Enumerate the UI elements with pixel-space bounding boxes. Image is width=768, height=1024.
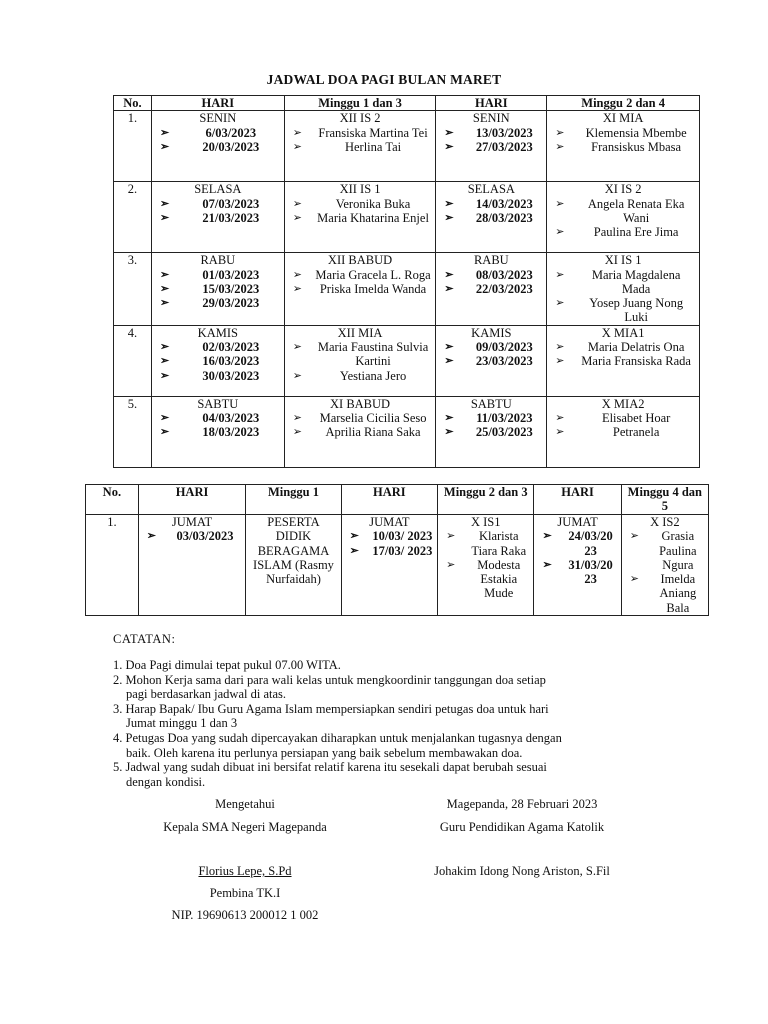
class-label: XI IS 1: [604, 253, 642, 268]
row-number: 5.: [114, 396, 152, 467]
assignee-cell: [284, 253, 436, 325]
arrow-bullet-icon: ➢: [292, 282, 302, 295]
day-label: SENIN: [199, 111, 237, 126]
arrow-bullet-icon: ➢: [555, 412, 565, 425]
arrow-bullet-icon: ➢: [446, 558, 456, 571]
day-cell: [341, 515, 437, 616]
signature-left-nip: NIP. 19690613 200012 1 002: [171, 908, 319, 922]
week1-assignee: PESERTA DIDIK BERAGAMA ISLAM (Rasmy Nurfaidah): [246, 515, 341, 616]
arrow-bullet-icon: ➢: [555, 341, 565, 354]
header-hari: HARI: [534, 485, 621, 515]
name-item: ➢ Veronika Buka: [292, 196, 411, 211]
note-item: [113, 673, 673, 702]
day-cell: [151, 253, 284, 325]
arrow-bullet-icon: ➢: [159, 341, 170, 354]
arrow-bullet-icon: ➢: [444, 341, 454, 354]
header-minggu-2-4: Minggu 2 dan 4: [547, 96, 700, 111]
arrow-bullet-icon: ➢: [629, 573, 639, 586]
arrow-bullet-icon: ➢: [292, 140, 302, 153]
schedule-table-1: [113, 95, 700, 468]
arrow-bullet-icon: ➢: [146, 530, 156, 543]
class-label: XI MIA: [602, 111, 644, 126]
assignee-cell: [284, 325, 436, 396]
name-item: ➢ Angela Renata Eka Wani: [555, 196, 685, 225]
name-item: ➢ Elisabet Hoar: [555, 411, 671, 426]
day-cell: [436, 396, 547, 467]
date-item: ➢ 30/03/2023: [159, 368, 260, 383]
note-line: 2. Mohon Kerja sama dari para wali kelas untuk mengkoordinir tanggungan doa setiap: [113, 672, 546, 687]
day-label: SABTU: [197, 396, 239, 411]
date-item: ➢ 15/03/2023: [159, 281, 260, 296]
assignee-cell: [284, 111, 436, 182]
day-label: KAMIS: [197, 325, 238, 340]
arrow-bullet-icon: ➢: [444, 211, 454, 224]
table-header-row: [114, 96, 700, 111]
signature-right-place-date: Magepanda, 28 Februari 2023: [446, 797, 598, 811]
assignee-cell: [547, 253, 700, 325]
table-row: [114, 182, 700, 253]
arrow-bullet-icon: ➢: [444, 282, 454, 295]
day-label: SENIN: [472, 111, 510, 126]
arrow-bullet-icon: ➢: [159, 426, 170, 439]
name-item: ➢ Marselia Cicilia Seso: [292, 411, 427, 426]
name-item: ➢ Paulina Ere Jima: [555, 225, 679, 240]
date-item: ➢ 31/03/20 23: [542, 557, 613, 587]
name-item: ➢ Modesta Estakia Mude: [446, 557, 521, 601]
note-line: 1. Doa Pagi dimulai tepat pukul 07.00 WITA.: [113, 658, 341, 672]
name-item: ➢ Aprilia Riana Saka: [292, 425, 421, 440]
name-item: ➢ Yosep Juang Nong Luki: [555, 296, 684, 325]
header-hari: HARI: [436, 96, 547, 111]
date-item: ➢ 09/03/2023: [444, 340, 533, 355]
date-item: ➢ 16/03/2023: [159, 354, 260, 369]
day-label: JUMAT: [369, 515, 410, 529]
notes-section: [113, 632, 673, 789]
arrow-bullet-icon: ➢: [629, 530, 639, 543]
arrow-bullet-icon: ➢: [292, 211, 302, 224]
date-item: ➢ 25/03/2023: [444, 425, 533, 440]
note-continuation: pagi berdasarkan jadwal di atas.: [126, 687, 287, 702]
arrow-bullet-icon: ➢: [555, 426, 565, 439]
date-item: ➢ 21/03/2023: [159, 210, 260, 225]
arrow-bullet-icon: ➢: [555, 297, 565, 310]
arrow-bullet-icon: ➢: [542, 558, 552, 571]
schedule-table-2: [85, 484, 709, 616]
arrow-bullet-icon: ➢: [159, 268, 170, 281]
class-label: XII BABUD: [327, 253, 393, 268]
class-label: XII IS 1: [339, 182, 381, 197]
header-minggu-1-3: Minggu 1 dan 3: [284, 96, 436, 111]
date-item: ➢ 28/03/2023: [444, 210, 533, 225]
note-line: 5. Jadwal yang sudah dibuat ini bersifat relatif karena itu sesekali dapat berubah sesuai: [113, 760, 547, 775]
day-label: SELASA: [194, 182, 242, 197]
header-minggu-4-5: Minggu 4 dan 5: [621, 485, 708, 515]
arrow-bullet-icon: ➢: [159, 126, 170, 139]
note-item: [113, 658, 673, 673]
date-item: ➢ 08/03/2023: [444, 267, 533, 282]
arrow-bullet-icon: ➢: [446, 530, 456, 543]
table-row: [114, 111, 700, 182]
name-item: ➢ Fransiska Martina Tei: [292, 125, 428, 140]
note-line: 4. Petugas Doa yang sudah dipercayakan diharapkan untuk menjalankan tugasnya dengan: [113, 730, 562, 745]
class-label: XI IS 2: [604, 182, 642, 197]
signature-right-role: Guru Pendidikan Agama Katolik: [439, 820, 605, 834]
signature-left-rank: Pembina TK.I: [209, 886, 281, 900]
notes-heading: CATATAN:: [113, 632, 176, 646]
date-item: ➢ 22/03/2023: [444, 281, 533, 296]
day-cell: [436, 182, 547, 253]
arrow-bullet-icon: ➢: [555, 140, 565, 153]
assignee-cell: [284, 182, 436, 253]
arrow-bullet-icon: ➢: [444, 126, 454, 139]
arrow-bullet-icon: ➢: [555, 197, 565, 210]
class-label: XI BABUD: [330, 396, 391, 411]
document-title: JADWAL DOA PAGI BULAN MARET: [266, 72, 502, 87]
arrow-bullet-icon: ➢: [159, 211, 170, 224]
row-number: 2.: [114, 182, 152, 253]
note-continuation: Jumat minggu 1 dan 3: [126, 716, 238, 731]
arrow-bullet-icon: ➢: [159, 297, 170, 310]
header-no: No.: [114, 96, 152, 111]
arrow-bullet-icon: ➢: [555, 226, 565, 239]
date-item: ➢ 02/03/2023: [159, 340, 260, 355]
day-label: JUMAT: [557, 515, 598, 529]
arrow-bullet-icon: ➢: [292, 412, 302, 425]
name-item: ➢ Maria Delatris Ona: [555, 340, 685, 355]
row-number: 4.: [114, 325, 152, 396]
table-row: [114, 325, 700, 396]
arrow-bullet-icon: ➢: [555, 355, 565, 368]
day-cell: [151, 325, 284, 396]
day-cell: [534, 515, 621, 616]
arrow-bullet-icon: ➢: [349, 530, 359, 543]
day-cell: [436, 325, 547, 396]
note-item: [113, 731, 673, 760]
class-label: X MIA1: [601, 325, 645, 340]
signature-right-name: Johakim Idong Nong Ariston, S.Fil: [434, 864, 610, 878]
arrow-bullet-icon: ➢: [555, 126, 565, 139]
signature-left-line1: Mengetahui: [215, 797, 275, 811]
header-no: No.: [86, 485, 139, 515]
table-row: [114, 396, 700, 467]
header-minggu-1: Minggu 1: [246, 485, 341, 515]
arrow-bullet-icon: ➢: [542, 530, 552, 543]
day-label: JUMAT: [171, 515, 213, 529]
day-cell: [138, 515, 246, 616]
assignee-cell: [547, 396, 700, 467]
date-item: ➢ 13/03/2023: [444, 125, 533, 140]
header-hari: HARI: [138, 485, 246, 515]
date-item: ➢ 11/03/2023: [444, 411, 533, 426]
arrow-bullet-icon: ➢: [292, 197, 302, 210]
date-item: ➢ 14/03/2023: [444, 196, 533, 211]
date-item: ➢ 6/03/2023: [159, 125, 257, 140]
arrow-bullet-icon: ➢: [292, 126, 302, 139]
arrow-bullet-icon: ➢: [444, 268, 454, 281]
row-number: 1.: [114, 111, 152, 182]
note-item: [113, 760, 673, 789]
name-item: ➢ Petranela: [555, 425, 660, 440]
arrow-bullet-icon: ➢: [292, 341, 302, 354]
arrow-bullet-icon: ➢: [444, 426, 454, 439]
date-item: ➢ 17/03/ 2023: [349, 543, 433, 558]
day-cell: [436, 111, 547, 182]
arrow-bullet-icon: ➢: [444, 355, 454, 368]
signature-left-name: Florius Lepe, S.Pd: [198, 864, 292, 878]
header-hari: HARI: [341, 485, 437, 515]
assignee-cell: [438, 515, 534, 616]
name-item: ➢ Maria Magdalena Mada: [555, 267, 681, 296]
arrow-bullet-icon: ➢: [444, 140, 454, 153]
name-item: ➢ Klemensia Mbembe: [555, 125, 687, 140]
date-item: ➢ 01/03/2023: [159, 267, 260, 282]
arrow-bullet-icon: ➢: [444, 412, 454, 425]
assignee-cell: [621, 515, 708, 616]
arrow-bullet-icon: ➢: [292, 426, 302, 439]
date-item: ➢ 07/03/2023: [159, 196, 260, 211]
arrow-bullet-icon: ➢: [159, 140, 170, 153]
class-label: X IS1: [470, 515, 501, 529]
day-label: RABU: [473, 253, 509, 268]
name-item: ➢ Herlina Tai: [292, 139, 402, 154]
day-label: RABU: [200, 253, 236, 268]
note-continuation: baik. Oleh karena itu perlunya persiapan yang baik sebelum membawakan doa.: [126, 745, 523, 760]
row-number: 3.: [114, 253, 152, 325]
assignee-cell: [547, 111, 700, 182]
arrow-bullet-icon: ➢: [159, 412, 170, 425]
table-row: [86, 515, 709, 616]
name-item: ➢ Maria Gracela L. Roga: [292, 267, 431, 282]
date-item: ➢ 03/03/2023: [146, 529, 234, 544]
name-item: ➢ Yestiana Jero: [292, 368, 407, 383]
assignee-cell: [547, 325, 700, 396]
class-label: X IS2: [650, 515, 680, 529]
name-item: ➢ Grasia Paulina Ngura: [629, 529, 697, 572]
name-item: ➢ Imelda Aniang Bala: [629, 572, 697, 615]
class-label: XII MIA: [337, 325, 383, 340]
name-item: ➢ Priska Imelda Wanda: [292, 281, 427, 296]
arrow-bullet-icon: ➢: [555, 268, 565, 281]
name-item: ➢ Maria Faustina Sulvia Kartini: [292, 340, 429, 369]
date-item: ➢ 10/03/ 2023: [349, 529, 433, 544]
date-item: ➢ 04/03/2023: [159, 411, 260, 426]
arrow-bullet-icon: ➢: [159, 369, 170, 382]
header-minggu-2-3: Minggu 2 dan 3: [438, 485, 534, 515]
name-item: ➢ Maria Khatarina Enjel: [292, 210, 429, 225]
arrow-bullet-icon: ➢: [444, 197, 454, 210]
arrow-bullet-icon: ➢: [159, 355, 170, 368]
row-number: 1.: [86, 515, 139, 616]
arrow-bullet-icon: ➢: [159, 197, 170, 210]
arrow-bullet-icon: ➢: [292, 268, 302, 281]
table-header-row: [86, 485, 709, 515]
name-item: ➢ Fransiskus Mbasa: [555, 139, 682, 154]
day-cell: [151, 111, 284, 182]
date-item: ➢ 27/03/2023: [444, 139, 533, 154]
note-item: [113, 702, 673, 731]
day-label: KAMIS: [471, 325, 512, 340]
signature-left-line2: Kepala SMA Negeri Magepanda: [163, 820, 327, 834]
class-label: X MIA2: [601, 396, 645, 411]
class-label: XII IS 2: [339, 111, 381, 126]
date-item: ➢ 29/03/2023: [159, 296, 260, 311]
table-row: [114, 253, 700, 325]
arrow-bullet-icon: ➢: [349, 544, 359, 557]
name-item: ➢ Maria Fransiska Rada: [555, 354, 691, 369]
date-item: ➢ 20/03/2023: [159, 139, 260, 154]
assignee-cell: [284, 396, 436, 467]
assignee-cell: [547, 182, 700, 253]
day-label: SELASA: [467, 182, 515, 197]
arrow-bullet-icon: ➢: [159, 282, 170, 295]
date-item: ➢ 23/03/2023: [444, 354, 533, 369]
date-item: ➢ 24/03/20 23: [542, 529, 613, 558]
name-item: ➢ Klarista Tiara Raka: [446, 529, 527, 558]
date-item: ➢ 18/03/2023: [159, 425, 260, 440]
header-hari: HARI: [151, 96, 284, 111]
day-label: SABTU: [470, 396, 512, 411]
day-cell: [151, 396, 284, 467]
day-cell: [436, 253, 547, 325]
note-continuation: dengan kondisi.: [126, 774, 206, 789]
day-cell: [151, 182, 284, 253]
note-line: 3. Harap Bapak/ Ibu Guru Agama Islam mempersiapkan sendiri petugas doa untuk hari: [113, 701, 549, 716]
arrow-bullet-icon: ➢: [292, 369, 302, 382]
